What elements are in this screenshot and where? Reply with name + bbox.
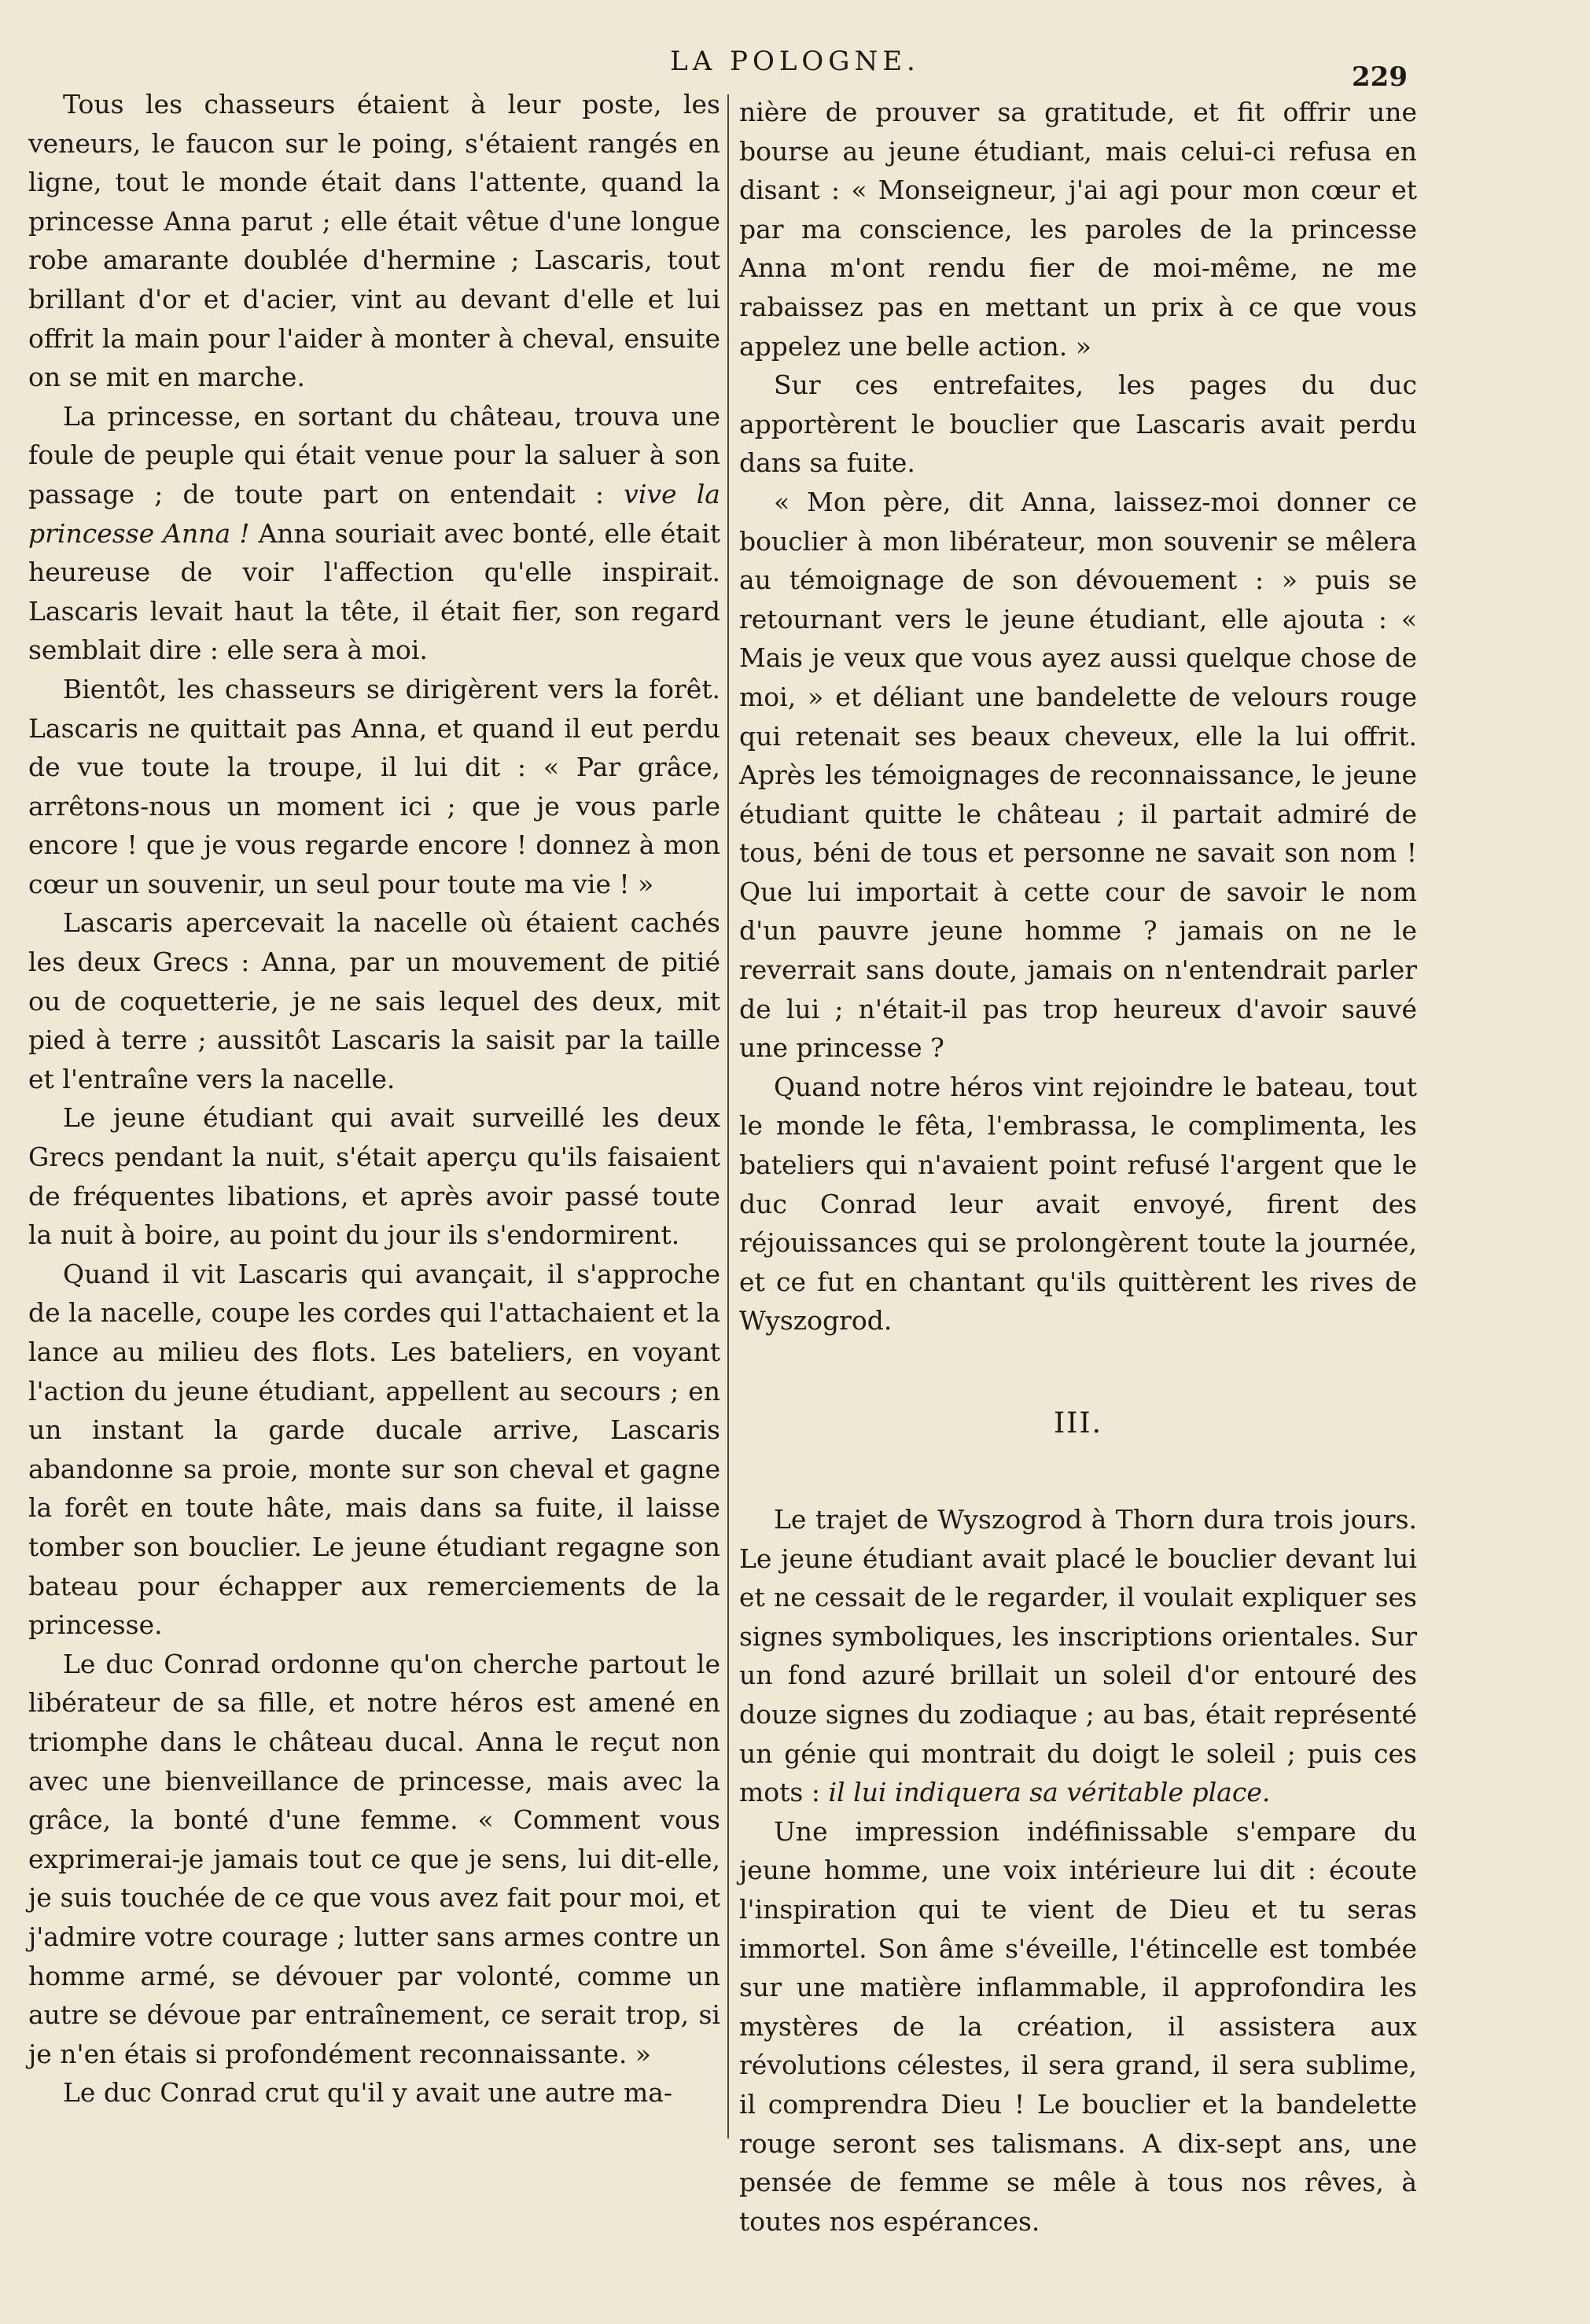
paragraph: Quand il vit Lascaris qui avançait, il s'approche de la nacelle, coupe les cordes qui l'attachaient et la lance au milieu des flots. Les bateliers, en voyant l'action du jeune étudiant, appellent au secours ; en un instant la garde ducale arrive, Lascaris abandonne sa proie, monte sur son cheval et gagne la forêt en toute hâte, mais dans sa fuite, il laisse tomber son bouclier. Le jeune étudiant regagne son bateau pour échapper aux remerciements de la princesse. — [28, 1258, 720, 1641]
paragraph: nière de prouver sa gratitude, et fit offrir une bourse au jeune étudiant, mais celui-ci refusa en disant : « Monseigneur, j'ai agi pour mon cœur et par ma conscience, les paroles de la princesse Anna m'ont rendu fier de moi-même, ne me rabaissez pas en mettant un prix à ce que vous appelez une belle action. » — [739, 97, 1417, 362]
paragraph: Une impression indéfinissable s'empare du jeune homme, une voix intérieure lui dit : écoute l'inspiration qui te vient de Dieu et tu seras immortel. Son âme s'éveille, l'étincelle est tombée sur une matière inflammable, il approfondira les mystères de la création, il assistera aux révolutions célestes, il sera grand, il sera sublime, il comprendra Dieu ! Le bouclier et la bandelette rouge seront ses talismans. A dix-sept ans, une pensée de femme se mêle à tous nos rêves, à toutes nos espérances. — [739, 1815, 1417, 2237]
italic-phrase: vive la princesse Anna ! — [28, 478, 720, 549]
paragraph: « Mon père, dit Anna, laissez-moi donner ce bouclier à mon libérateur, mon souvenir se mêlera au témoignage de son dévouement : » puis se retournant vers le jeune étudiant, elle ajouta : « Mais je veux que vous ayez aussi quelque chose de moi, » et déliant une bandelette de velours rouge qui retenait ses beaux cheveux, elle la lui offrit. Après les témoignages de reconnaissance, le jeune étudiant quitte le château ; il partait admiré de tous, béni de tous et personne ne savait son nom ! Que lui importait à cette cour de savoir le nom d'un pauvre jeune homme ? jamais on ne le reverrait sans doute, jamais on n'entendrait parler de lui ; n'était-il pas trop heureux d'avoir sauvé une princesse ? — [739, 486, 1417, 1064]
paragraph: Le duc Conrad ordonne qu'on cherche partout le libérateur de sa fille, et notre héros est amené en triomphe dans le château ducal. Anna le reçut non avec une bienveillance de princesse, mais avec la grâce, la bonté d'une femme. « Comment vous exprimerai-je jamais tout ce que je sens, lui dit-elle, je suis touchée de ce que vous avez fait pour moi, et j'admire votre courage ; lutter sans armes contre un homme armé, se dévouer par volonté, comme un autre se dévoue par entraînement, ce serait trop, si je n'en étais si profondément reconnaissante. » — [28, 1648, 720, 2069]
paragraph: Le duc Conrad crut qu'il y avait une autre ma- — [63, 2077, 673, 2109]
section-heading: III. — [1053, 1407, 1103, 1440]
column-divider — [727, 94, 729, 2138]
paragraph: Tous les chasseurs étaient à leur poste, les veneurs, le faucon sur le poing, s'étaient rangés en ligne, tout le monde était dans l'attente, quand la princesse Anna parut ; elle était vêtue d'une longue robe amarante doublée d'hermine ; Lascaris, tout brillant d'or et d'acier, vint au devant d'elle et lui offrit la main pour l'aider à monter à cheval, ensuite on se mit en marche. — [28, 89, 720, 393]
paragraph — [739, 1500, 1417, 1812]
right-column — [739, 93, 1417, 2237]
paragraph: Bientôt, les chasseurs se dirigèrent vers la forêt. Lascaris ne quittait pas Anna, et quand il eut perdu de vue toute la troupe, il lui dit : « Par grâce, arrêtons-nous un moment ici ; que je vous parle encore ! que je vous regarde encore ! donnez à mon cœur un souvenir, un seul pour toute ma vie ! » — [28, 673, 720, 899]
section-body — [739, 1500, 1417, 2241]
left-column — [28, 85, 720, 2113]
paragraph: Lascaris apercevait la nacelle où étaient cachés les deux Grecs : Anna, par un mouvement de pitié ou de coquetterie, je ne sais lequel des deux, mit pied à terre ; aussitôt Lascaris la saisit par la taille et l'entraîne vers la nacelle. — [28, 907, 720, 1094]
paragraph: Le jeune étudiant qui avait surveillé les deux Grecs pendant la nuit, s'était aperçu qu'ils faisaient de fréquentes libations, et après avoir passé toute la nuit à boire, au point du jour ils s'endormirent. — [28, 1102, 720, 1251]
paragraph: Quand notre héros vint rejoindre le bateau, tout le monde le fêta, l'embrassa, le complimenta, les bateliers qui n'avaient point refusé l'argent que le duc Conrad leur avait envoyé, firent des réjouissances qui se prolongèrent toute la journée, et ce fut en chantant qu'ils quittèrent les rives de Wyszogrod. — [739, 1071, 1417, 1337]
italic-motto: il lui indiquera sa véritable place. — [828, 1777, 1271, 1808]
paragraph: Sur ces entrefaites, les pages du duc apportèrent le bouclier que Lascaris avait perdu dans sa fuite. — [739, 370, 1417, 479]
paragraph — [28, 397, 720, 670]
paragraph-text: Anna souriait avec bonté, elle était heureuse de voir l'affection qu'elle inspirait. Lascaris levait haut la tête, il était fier, son regard semblait dire : elle sera à moi. — [28, 517, 721, 666]
running-title: LA POLOGNE. — [670, 46, 920, 77]
paragraph-text: Le trajet de Wyszogrod à Thorn dura trois jours. Le jeune étudiant avait placé le bouclier devant lui et ne cessait de le regarder, il voulait expliquer ses signes symboliques, les inscriptions orientales. Sur un fond azuré brillait un soleil d'or entouré des douze signes du zodiaque ; au bas, était représenté un génie qui montrait du doigt le soleil ; puis ces mots : — [739, 1504, 1417, 1808]
paragraph-text: La princesse, en sortant du château, trouva une foule de peuple qui était venue pour la saluer à son passage ; de toute part on entendait : — [28, 400, 720, 509]
page-number: 229 — [1352, 61, 1408, 93]
